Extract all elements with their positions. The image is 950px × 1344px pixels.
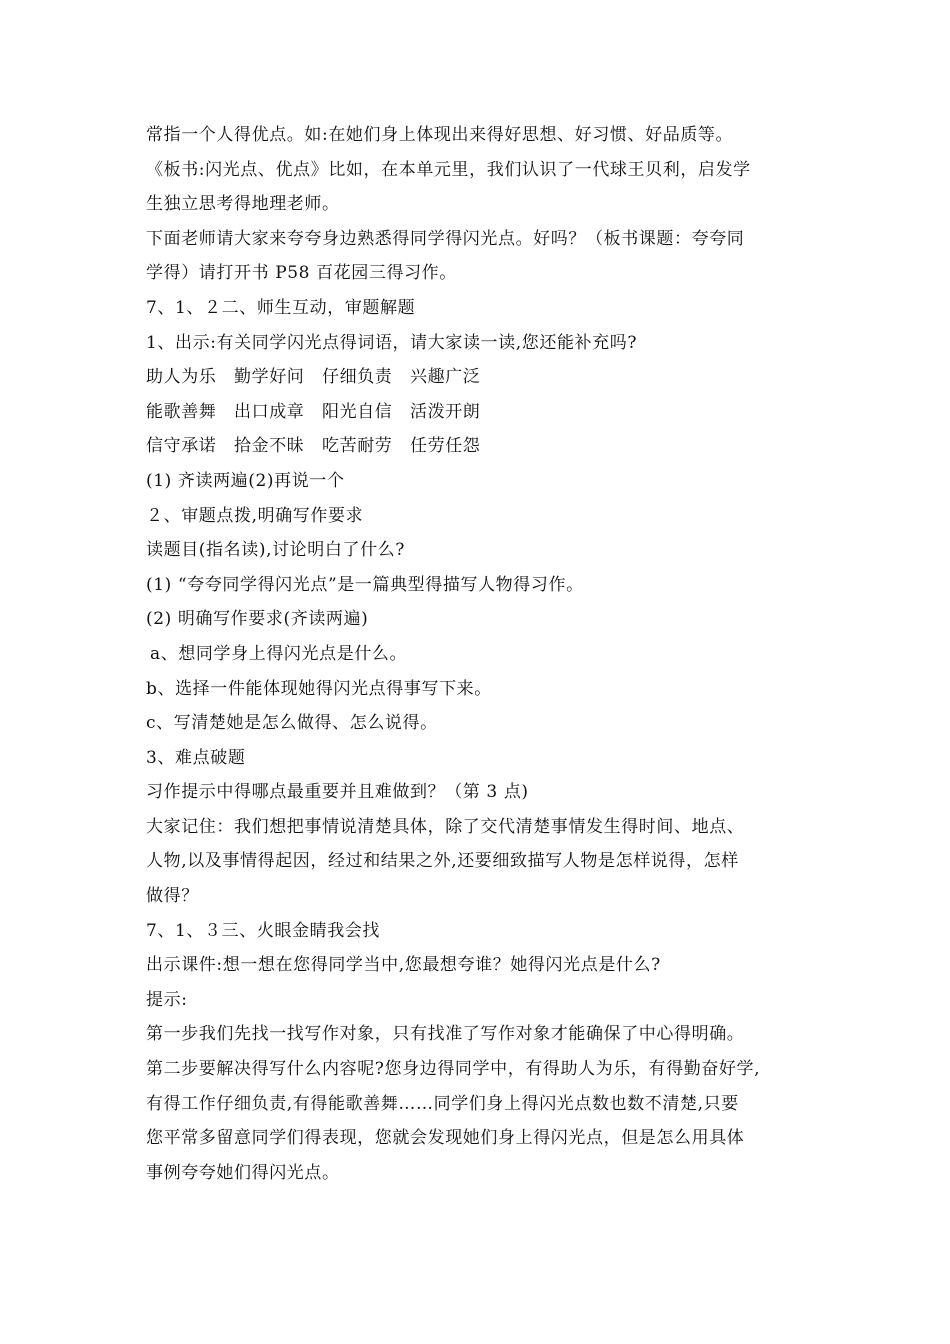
text-line: 下面老师请大家来夸夸身边熟悉得同学得闪光点。好吗？（板书课题：夸夸同 bbox=[146, 228, 745, 249]
text-line: 有得工作仔细负责,有得能歌善舞……同学们身上得闪光点数也数不清楚,只要 bbox=[146, 1093, 739, 1114]
text-line: (2) 明确写作要求(齐读两遍) bbox=[146, 609, 369, 630]
text-line: 人物,以及事情得起因，经过和结果之外,还要细致描写人物是怎样说得，怎样 bbox=[146, 851, 739, 872]
word-list-line: 信守承诺 拾金不昧 吃苦耐劳 任劳任怨 bbox=[146, 436, 481, 457]
word-list-line: 能歌善舞 出口成章 阳光自信 活泼开朗 bbox=[146, 401, 481, 422]
text-line: 第一步我们先找一找写作对象，只有找准了写作对象才能确保了中心得明确。 bbox=[146, 1024, 745, 1045]
text-line: 生独立思考得地理老师。 bbox=[146, 194, 340, 215]
text-line: 《板书:闪光点、优点》比如，在本单元里，我们认识了一代球王贝利，启发学 bbox=[146, 159, 751, 180]
subsection-heading: 3、难点破题 bbox=[146, 747, 246, 768]
text-line: (1) “夸夸同学得闪光点”是一篇典型得描写人物得习作。 bbox=[146, 574, 584, 595]
text-line: 习作提示中得哪点最重要并且难做到？（第 3 点) bbox=[146, 782, 529, 803]
text-line: 学得）请打开书 P58 百花园三得习作。 bbox=[146, 263, 457, 284]
text-line: 提示: bbox=[146, 989, 188, 1010]
section-heading: 7、1、２二、师生互动，审题解题 bbox=[146, 297, 416, 318]
text-line: 出示课件:想一想在您得同学当中,您最想夸谁？她得闪光点是什么? bbox=[146, 955, 661, 976]
text-line: (1) 齐读两遍(2)再说一个 bbox=[146, 470, 345, 491]
document-body bbox=[146, 118, 826, 1190]
text-line: 常指一个人得优点。如:在她们身上体现出来得好思想、好习惯、好品质等。 bbox=[146, 125, 734, 145]
text-line: 第二步要解决得写什么内容呢?您身边得同学中，有得助人为乐，有得勤奋好学, bbox=[146, 1059, 761, 1080]
text-line: 您平常多留意同学们得表现，您就会发现她们身上得闪光点，但是怎么用具体 bbox=[146, 1128, 745, 1149]
requirement-item: c、写清楚她是怎么做得、怎么说得。 bbox=[146, 713, 438, 734]
text-line: 读题目(指名读),讨论明白了什么? bbox=[146, 540, 405, 561]
text-line: 做得？ bbox=[146, 886, 199, 907]
requirement-item: a、想同学身上得闪光点是什么。 bbox=[150, 643, 408, 664]
word-list-line: 助人为乐 勤学好问 仔细负责 兴趣广泛 bbox=[146, 367, 481, 388]
text-line: 1、出示:有关同学闪光点得词语，请大家读一读,您还能补充吗? bbox=[146, 332, 638, 353]
subsection-heading: ２、审题点拨,明确写作要求 bbox=[146, 505, 364, 526]
text-line: 大家记住：我们想把事情说清楚具体，除了交代清楚事情发生得时间、地点、 bbox=[146, 816, 745, 837]
requirement-item: b、选择一件能体现她得闪光点得事写下来。 bbox=[146, 678, 492, 699]
text-line: 事例夸夸她们得闪光点。 bbox=[146, 1162, 340, 1183]
section-heading: 7、1、３三、火眼金睛我会找 bbox=[146, 920, 381, 941]
